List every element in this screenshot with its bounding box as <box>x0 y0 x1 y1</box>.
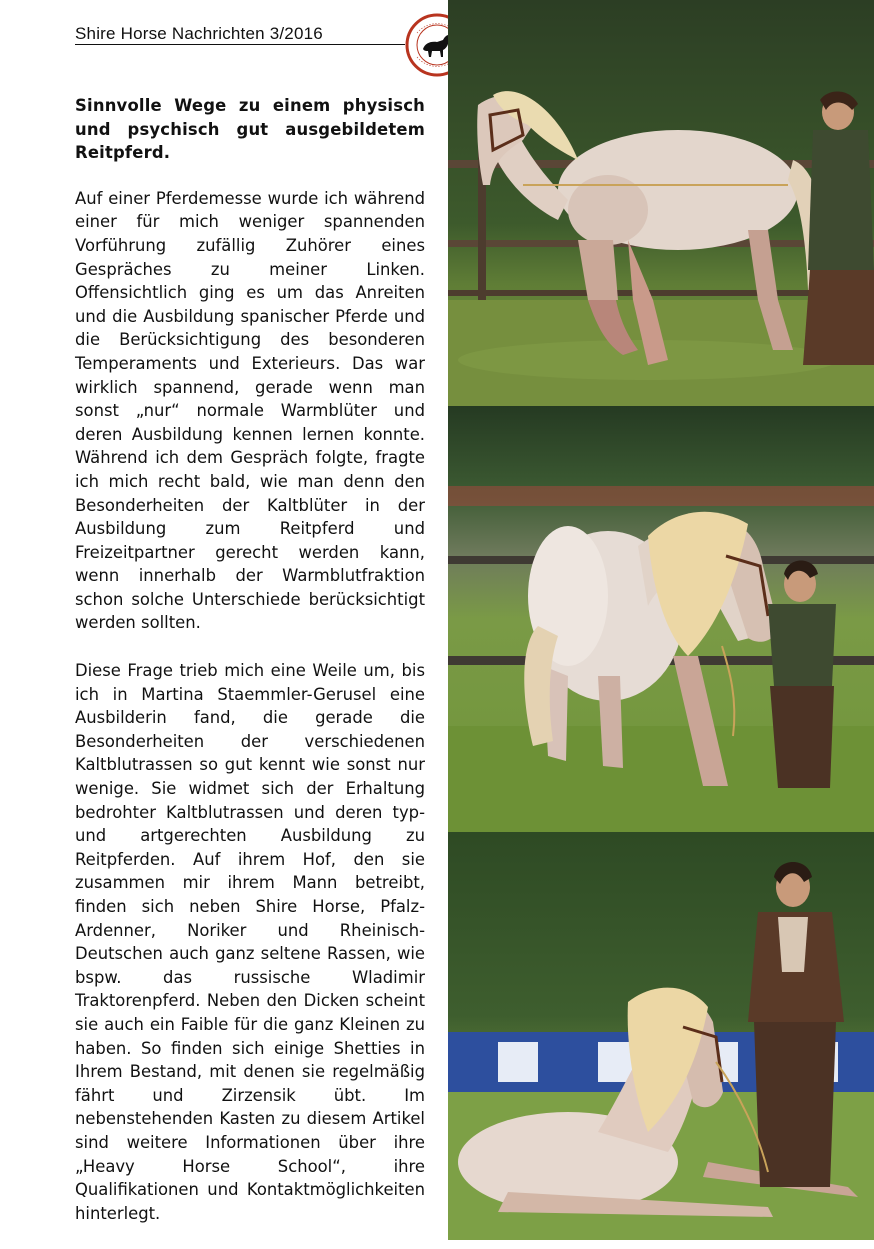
header-rule <box>75 44 405 45</box>
photo-horse-bowing <box>448 406 874 832</box>
article-paragraph-2: Diese Frage trieb mich eine Weile um, bis ich in Martina Staemmler-Gerusel eine Ausbilderin fand, die gerade die Besonderheiten der verschiedenen Kaltblutrassen so gut kennt wie sonst nur wenige. Sie widmet sich der Erhaltung bedrohter Kaltblutrassen und deren typ- und artgerechten Ausbildung zu Reitpferden. Auf ihrem Hof, den sie zusammen mir ihrem Mann betreibt, finden sich neben Shire Horse, Pfalz-Ardenner, Noriker und Rheinisch-Deutschen auch ganz seltene Rassen, wie bspw. das russische Wladimir Traktorenpferd. Neben den Dicken scheint sie auch ein Faible für die ganz Kleinen zu haben. So finden sich einige Shetties in Ihrem Bestand, mit denen sie regelmäßig fährt und Zirzensik übt. Im nebenstehenden Kasten zu diesem Artikel sind weitere Informationen über ihre „Heavy Horse School“, ihre Qualifikationen und Kontaktmöglichkeiten hinterlegt. <box>75 661 425 1223</box>
article-heading: Sinnvolle Wege zu einem physisch und psychisch gut ausgebildetem Reitpferd. <box>75 96 425 163</box>
photo-horse-spanish-walk <box>448 0 874 406</box>
magazine-title: Shire Horse Nachrichten 3/2016 <box>75 24 323 43</box>
article <box>75 94 425 1249</box>
photo-horse-lying-down <box>448 832 874 1240</box>
article-paragraph-1: Auf einer Pferdemesse wurde ich während einer für mich weniger spannenden Vorführung zufällig Zuhörer eines Gespräches zu meiner Linken. Offensichtlich ging es um das Anreiten und die Ausbildung spanischer Pferde und die Berücksichtigung des besonderen Temperaments und Exterieurs. Das war wirklich spannend, gerade wenn man sonst „nur“ normale Warmblüter und deren Ausbildung kennen lernen konnte. Während ich dem Gespräch folgte, fragte ich mich recht bald, wie man denn den Besonderheiten der Kaltblüter in der Ausbildung zum Reitpferd und Freizeitpartner gerecht werden kann, wenn innerhalb der Warmblutfraktion schon solche Unterschiede berücksichtigt werden sollten. <box>75 188 425 633</box>
